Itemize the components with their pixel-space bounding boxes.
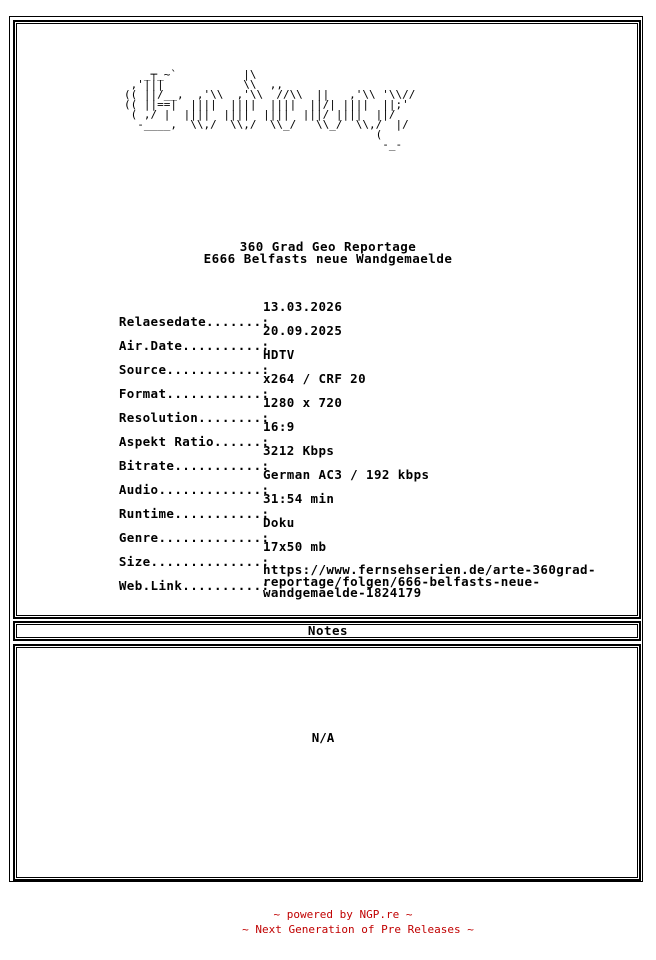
field-label: Aspekt Ratio......: [118,434,270,449]
field-label: Web.Link..........: [118,578,270,593]
field-label: Audio.............: [118,482,270,497]
field-value: 16:9 [263,419,295,434]
field-value: 13.03.2026 [263,299,343,314]
field-value: x264 / CRF 20 [263,371,367,386]
footer-tagline: ~ Next Generation of Pre Releases ~ [242,923,474,936]
field-value: 1280 x 720 [263,395,343,410]
field-label: Source............: [118,362,270,377]
field-value: 20.09.2025 [263,323,343,338]
field-label: Relaesedate.......: [118,314,270,329]
field-label: Resolution........: [118,410,270,425]
field-value: HDTV [263,347,295,362]
field-label: Size..............: [118,554,270,569]
field-value: 3212 Kbps [263,443,335,458]
group-logo-ascii-art: _┬_~` |\ ,'||| \\ ,, (( ||/__, ,'\\ ,'\\ //\\ || ,'\\ '\\// (( ||==| |||| |||| |||| ||/| |||| ||;' ( ,/ | |||| |||| |||| |||/ |||| ||/ -____, \\,/ \\,/ \\_/ \\_/ \\,/ |/ ( -_- [124,68,416,151]
field-value: 17x50 mb [263,539,327,554]
field-value: 31:54 min [263,491,335,506]
notes-text: N/A [311,730,335,745]
field-label: Bitrate...........: [118,458,270,473]
field-label: Air.Date..........: [118,338,270,353]
field-row-weblink [103,563,279,593]
field-label: Genre.............: [118,530,270,545]
field-value: German AC3 / 192 kbps [263,467,430,482]
notes-body-panel [13,644,641,881]
field-label: Runtime...........: [118,506,270,521]
notes-heading: Notes [307,623,349,638]
release-episode: E666 Belfasts neue Wandgemaelde [203,251,453,266]
release-title: 360 Grad Geo Reportage [239,239,417,254]
field-value: Doku [263,515,295,530]
weblink-value[interactable]: https://www.fernsehserien.de/arte-360grad- reportage/folgen/666-belfasts-neue- wandgemaelde-1824179 [263,562,596,600]
footer-powered-by: ~ powered by NGP.re ~ [273,908,413,921]
field-label: Format............: [118,386,270,401]
